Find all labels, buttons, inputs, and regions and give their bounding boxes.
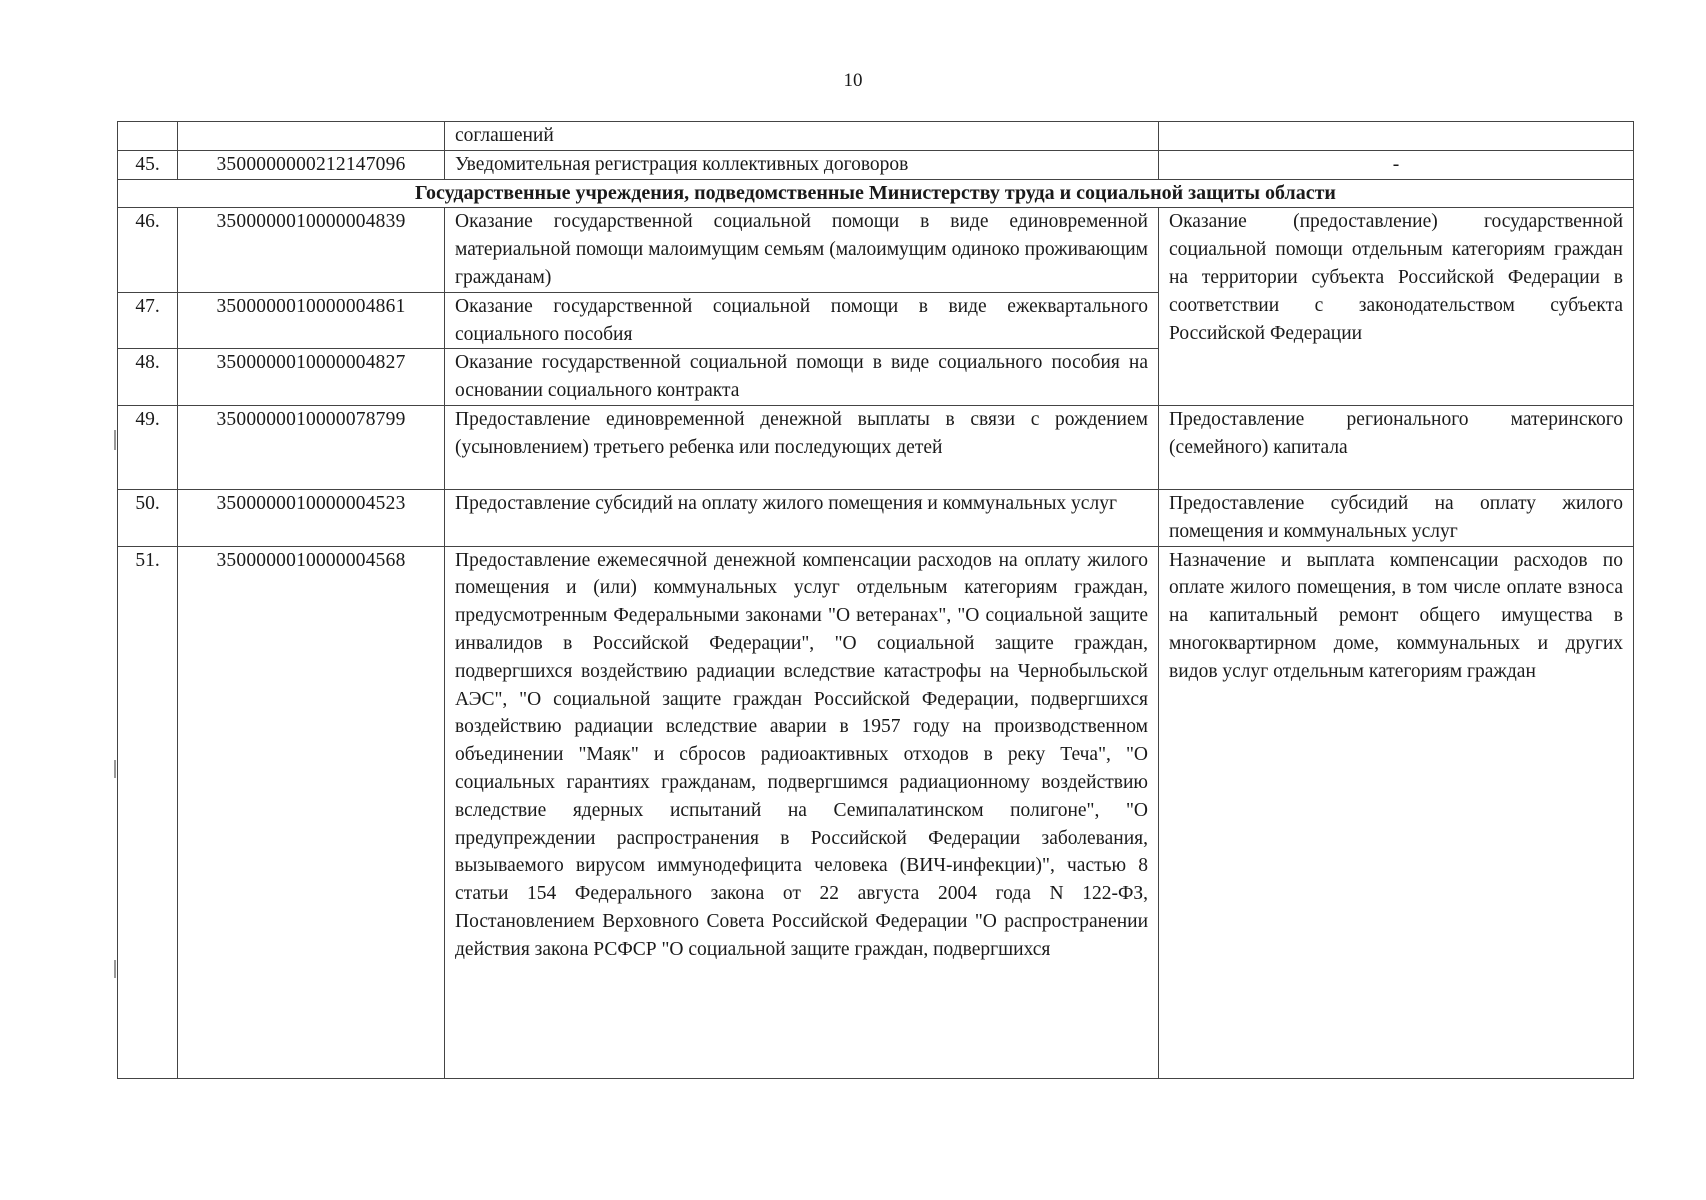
service-name: Предоставление субсидий на оплату жилого помещения и коммунальных услуг [445, 489, 1159, 546]
section-title: Государственные учреждения, подведомственные Министерству труда и социальной защиты области [118, 179, 1634, 208]
service-name: соглашений [445, 122, 1159, 151]
service-code: 3500000010000004568 [178, 546, 445, 1078]
federal-service-name: Назначение и выплата компенсации расходов по оплате жилого помещения, в том числе оплате взноса на капитальный ремонт общего имущества в многоквартирном доме, коммунальных и других видов услуг отдельным категориям граждан [1159, 546, 1634, 1078]
scan-artifact [114, 760, 116, 778]
row-number: 47. [118, 292, 178, 349]
service-name: Предоставление единовременной денежной выплаты в связи с рождением (усыновлением) третьего ребенка или последующих детей [445, 405, 1159, 489]
row-number: 45. [118, 150, 178, 179]
federal-service-name: Предоставление регионального материнского (семейного) капитала [1159, 405, 1634, 489]
service-code: 3500000010000004523 [178, 489, 445, 546]
service-code: 3500000010000078799 [178, 405, 445, 489]
table-row [118, 208, 1634, 292]
section-header-row [118, 179, 1634, 208]
table-row [118, 405, 1634, 489]
federal-service-name: Предоставление субсидий на оплату жилого помещения и коммунальных услуг [1159, 489, 1634, 546]
table-row [118, 546, 1634, 1078]
service-code [178, 122, 445, 151]
service-name: Уведомительная регистрация коллективных договоров [445, 150, 1159, 179]
federal-service-name: - [1159, 150, 1634, 179]
row-number [118, 122, 178, 151]
table-row [118, 122, 1634, 151]
federal-service-name: Оказание (предоставление) государственной социальной помощи отдельным категориям граждан на территории субъекта Российской Федерации в соответствии с законодательством субъекта Российской Федерации [1159, 208, 1634, 406]
scan-artifact [114, 430, 116, 450]
services-registry-table [117, 121, 1634, 1079]
service-name: Предоставление ежемесячной денежной компенсации расходов на оплату жилого помещения и (или) коммунальных услуг отдельным категориям граждан, предусмотренным Федеральными законами "О ветеранах", "О социальной защите инвалидов в Российской Федерации", "О социальной защите граждан, подвергшихся воздействию радиации вследствие катастрофы на Чернобыльской АЭС", "О социальной защите граждан Российской Федерации, подвергшихся воздействию радиации вследствие аварии в 1957 году на производственном объединении "Маяк" и сбросов радиоактивных отходов в реку Теча", "О социальных гарантиях гражданам, подвергшимся радиационному воздействию вследствие ядерных испытаний на Семипалатинском полигоне", "О предупреждении распространения в Российской Федерации заболевания, вызываемого вирусом иммунодефицита человека (ВИЧ-инфекции)", частью 8 статьи 154 Федерального закона от 22 августа 2004 года N 122-ФЗ, Постановлением Верховного Совета Российской Федерации "О распространении действия закона РСФСР "О социальной защите граждан, подвергшихся [445, 546, 1159, 1078]
service-code: 3500000010000004861 [178, 292, 445, 349]
row-number: 48. [118, 349, 178, 406]
service-code: 3500000010000004827 [178, 349, 445, 406]
table-row [118, 150, 1634, 179]
service-name: Оказание государственной социальной помощи в виде социального пособия на основании социального контракта [445, 349, 1159, 406]
service-name: Оказание государственной социальной помощи в виде ежеквартального социального пособия [445, 292, 1159, 349]
row-number: 50. [118, 489, 178, 546]
row-number: 49. [118, 405, 178, 489]
scan-artifact [114, 960, 116, 978]
row-number: 51. [118, 546, 178, 1078]
service-name: Оказание государственной социальной помощи в виде единовременной материальной помощи малоимущим семьям (малоимущим одиноко проживающим гражданам) [445, 208, 1159, 292]
service-code: 3500000010000004839 [178, 208, 445, 292]
service-code: 3500000000212147096 [178, 150, 445, 179]
table-row [118, 489, 1634, 546]
row-number: 46. [118, 208, 178, 292]
page-number: 10 [843, 70, 863, 91]
federal-service-name [1159, 122, 1634, 151]
